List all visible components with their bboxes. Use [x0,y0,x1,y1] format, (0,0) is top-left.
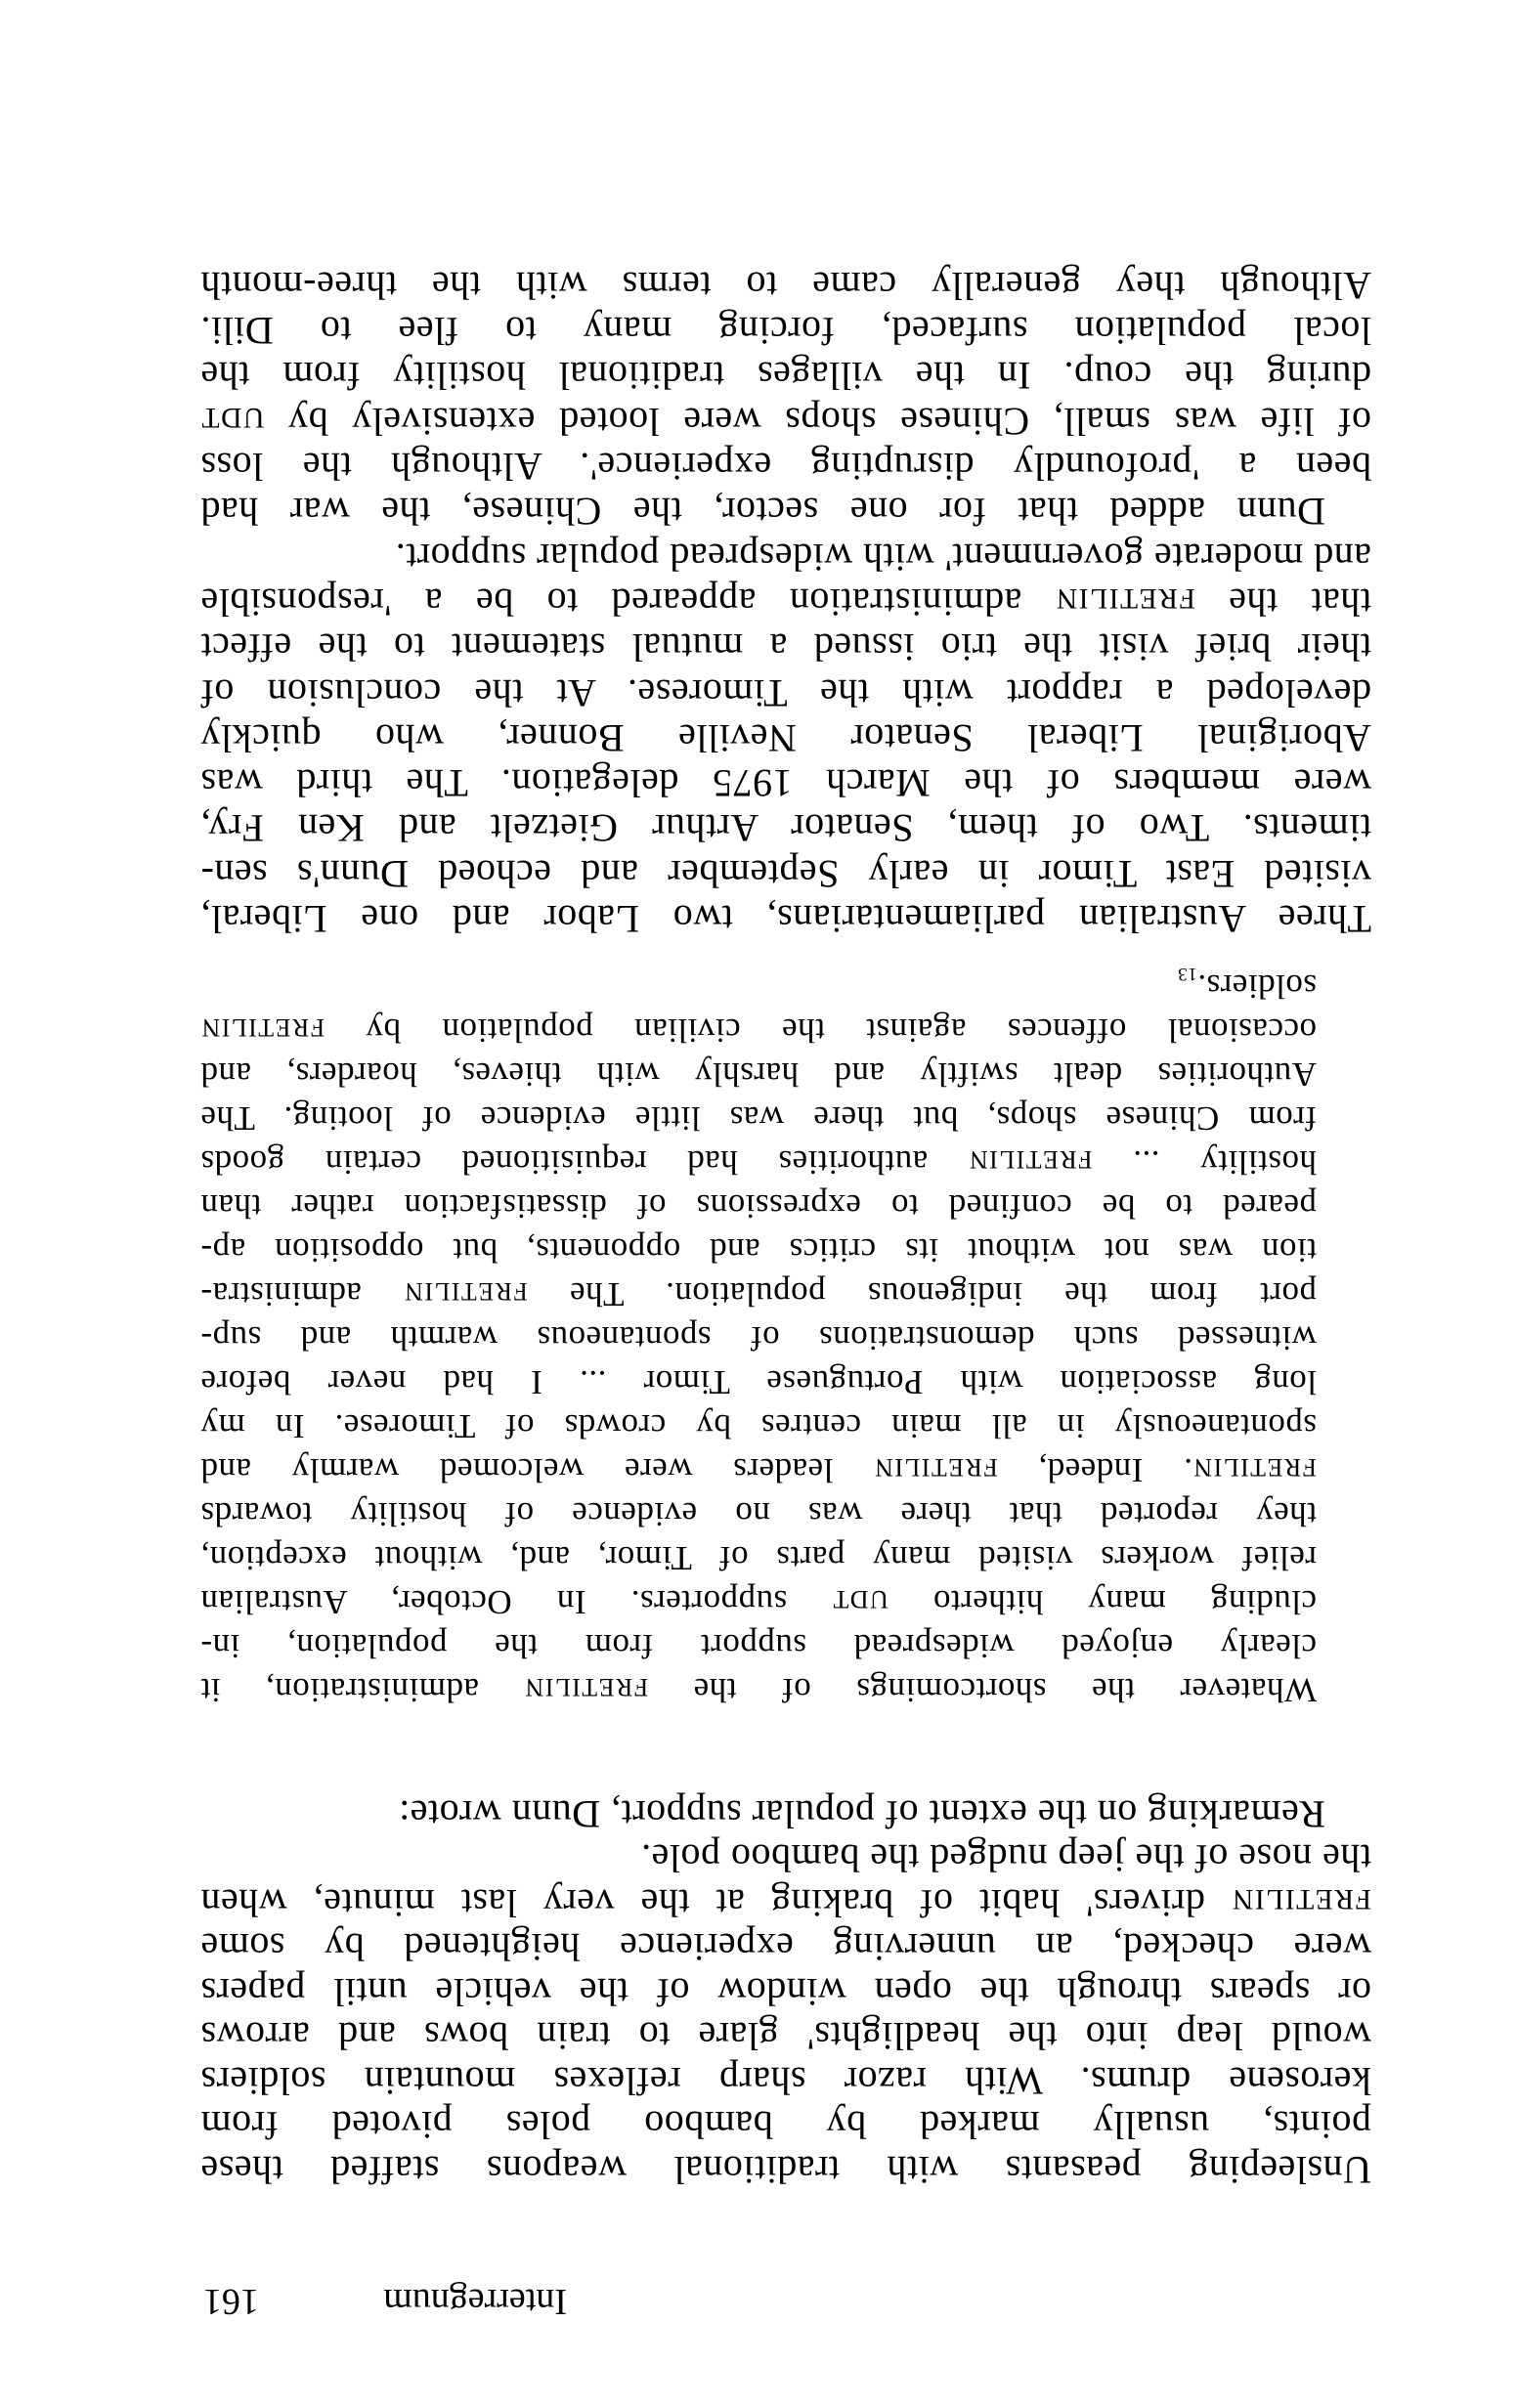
text-line: Unsleeping peasants with traditional weapons staffed these [200,2148,1371,2192]
small-caps-term: FRETILIN [1231,1883,1371,1914]
quote-line: from Chinese shops, but there was little evidence of looting. The [200,1099,1317,1138]
quote-line: tion was not without its critics and opponents, but opposition ap- [200,1231,1317,1269]
text-line: Although they generally came to terms with the three-month [200,263,1371,308]
text-line: visited East Timor in early September and echoed Dunn's sen- [200,851,1371,896]
text-line: of life was small, Chinese shops were looted extensively by UDT [200,399,1371,444]
text-line: and moderate government' with widespread popular support. [395,535,1371,580]
block-quote [200,965,1317,1712]
small-caps-term: FRETILIN [524,1673,649,1701]
small-caps-term: FRETILIN [1055,581,1195,614]
small-caps-term: UDT [200,401,265,433]
text-line: that the FRETILIN administration appeared to be a 'responsible [200,580,1371,624]
footnote-marker: 13 [1177,964,1197,985]
paragraph [200,1792,1371,1837]
paragraph [200,1836,1371,2192]
quote-line: peared to be confined to expressions of dissatisfaction rather than [200,1187,1317,1226]
quote-line: clearly enjoyed widespread support from the population, in- [200,1627,1317,1665]
text-line: local population surfaced, forcing many to flee to Dili. [200,309,1371,354]
page-number: 161 [203,2281,259,2322]
text-line: their brief visit the trio issued a mutual statement to the effect [200,625,1371,670]
text-line: were checked, an unnerving experience heightened by some [200,1925,1371,1970]
small-caps-term: FRETILIN [968,1145,1093,1174]
small-caps-term: FRETILIN [403,1277,528,1306]
quote-line: relief workers visited many parts of Timor, and, without exception, [200,1539,1317,1577]
text-line: kerosene drums. With razor sharp reflexes mountain soldiers [200,2059,1371,2103]
running-head-title: Interregnum [383,2281,567,2322]
text-line: the nose of the jeep nudged the bamboo pole. [640,1836,1371,1881]
quote-line: Authorities dealt swiftly and harshly with thieves, hoarders, and [200,1055,1317,1094]
text-line: Aboriginal Liberal Senator Neville Bonner, who quickly [200,715,1371,760]
quote-line: long association with Portuguese Timor ... I had never before [200,1363,1317,1401]
paragraph [200,263,1371,535]
quote-line: witnessed such demonstrations of spontaneous warmth and sup- [200,1319,1317,1357]
small-caps-term: FRETILIN [873,1453,998,1482]
text-line: during the coup. In the villages traditional hostility from the [200,354,1371,399]
text-line: timents. Two of them, Senator Arthur Gietzelt and Ken Fry, [200,806,1371,851]
quote-line: port from the indigenous population. The FRETILIN administra- [200,1275,1317,1313]
quote-line: occasional offences against the civilian population by FRETILIN [200,1011,1317,1050]
body-text-lower [200,263,1371,941]
small-caps-term: FRETILIN [200,1013,325,1042]
text-line: would leap into the headlights' glare to train bows and arrows [200,2014,1371,2059]
text-line: developed a rapport with the Timorese. At the conclusion of [200,670,1371,715]
quote-line: FRETILIN. Indeed, FRETILIN leaders were welcomed warmly and [200,1451,1317,1489]
text-line: FRETILIN drivers' habit of braking at the very last minute, when [200,1881,1371,1925]
text-line: were members of the March 1975 delegation. The third was [200,761,1371,806]
quote-line: cluding many hitherto UDT supporters. In October, Australian [199,1583,1317,1621]
quote-line: Whatever the shortcomings of the FRETILIN administration, it [199,1671,1317,1709]
paragraph [200,534,1371,941]
body-text-upper [200,1792,1371,2193]
quote-line: soldiers.$^{13}$ [1177,964,1317,1006]
text-line: been a 'profoundly disrupting experience'. Although the loss [200,445,1371,490]
text-line: Dunn added that for one sector, the Chinese, the war had [200,490,1325,535]
text-line: points, usually marked by bamboo poles pivoted from [200,2103,1371,2148]
small-caps-term: UDT [832,1585,889,1613]
text-line: or spears through the open window of the vehicle until papers [200,1970,1371,2014]
quote-line: spontaneously in all main centres by crowds of Timorese. In my [200,1407,1317,1445]
text-line: Remarking on the extent of popular support, Dunn wrote: [398,1792,1325,1836]
text-line: Three Australian parliamentarians, two Labor and one Liberal, [200,897,1371,941]
small-caps-term: FRETILIN [1192,1453,1317,1482]
quote-line: hostility ... FRETILIN authorities had requisitioned certain goods [200,1143,1317,1182]
quote-line: they reported that there was no evidence of hostility towards [200,1495,1317,1533]
